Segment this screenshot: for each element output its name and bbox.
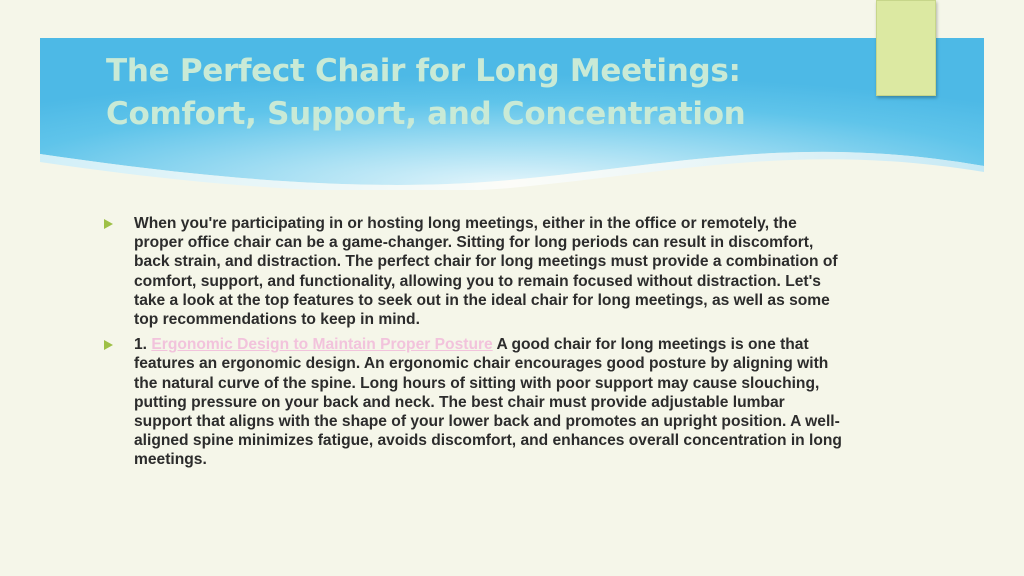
bullet-text: When you're participating in or hosting long meetings, either in the office or remotely, the proper office chair can be a game-changer. Sitting for long periods can result in discomfort, back strain, and distraction. The perfect chair for long meetings must provide a combination of comfort, support, and functionality, allowing you to remain focused without distraction. Let's take a look at the top features to seek out in the ideal chair for long meetings, as well as some top recommendations to keep in mind. [134, 215, 838, 329]
slide-title-line2: Comfort, Support, and Concentration [106, 96, 746, 132]
bullet-arrow-icon [104, 219, 113, 229]
slide-title [106, 50, 866, 136]
bullet-number: 1. [134, 336, 152, 354]
slide-content [104, 214, 844, 476]
decorative-corner-tab [876, 0, 936, 96]
slide-title-line1: The Perfect Chair for Long Meetings: [106, 53, 741, 89]
bullet-item-ergonomic [104, 335, 844, 469]
ergonomic-design-link[interactable]: Ergonomic Design to Maintain Proper Posture [151, 336, 493, 354]
bullet-item-intro [104, 214, 844, 329]
bullet-text: A good chair for long meetings is one that features an ergonomic design. An ergonomic chair encourages good posture by aligning with the natural curve of the spine. Long hours of sitting with poor support may cause slouching, putting pressure on your back and neck. The best chair must provide adjustable lumbar support that aligns with the shape of your lower back and promotes an upright position. A well-aligned spine minimizes fatigue, avoids discomfort, and enhances overall concentration in long meetings. [134, 336, 842, 469]
bullet-arrow-icon [104, 340, 113, 350]
